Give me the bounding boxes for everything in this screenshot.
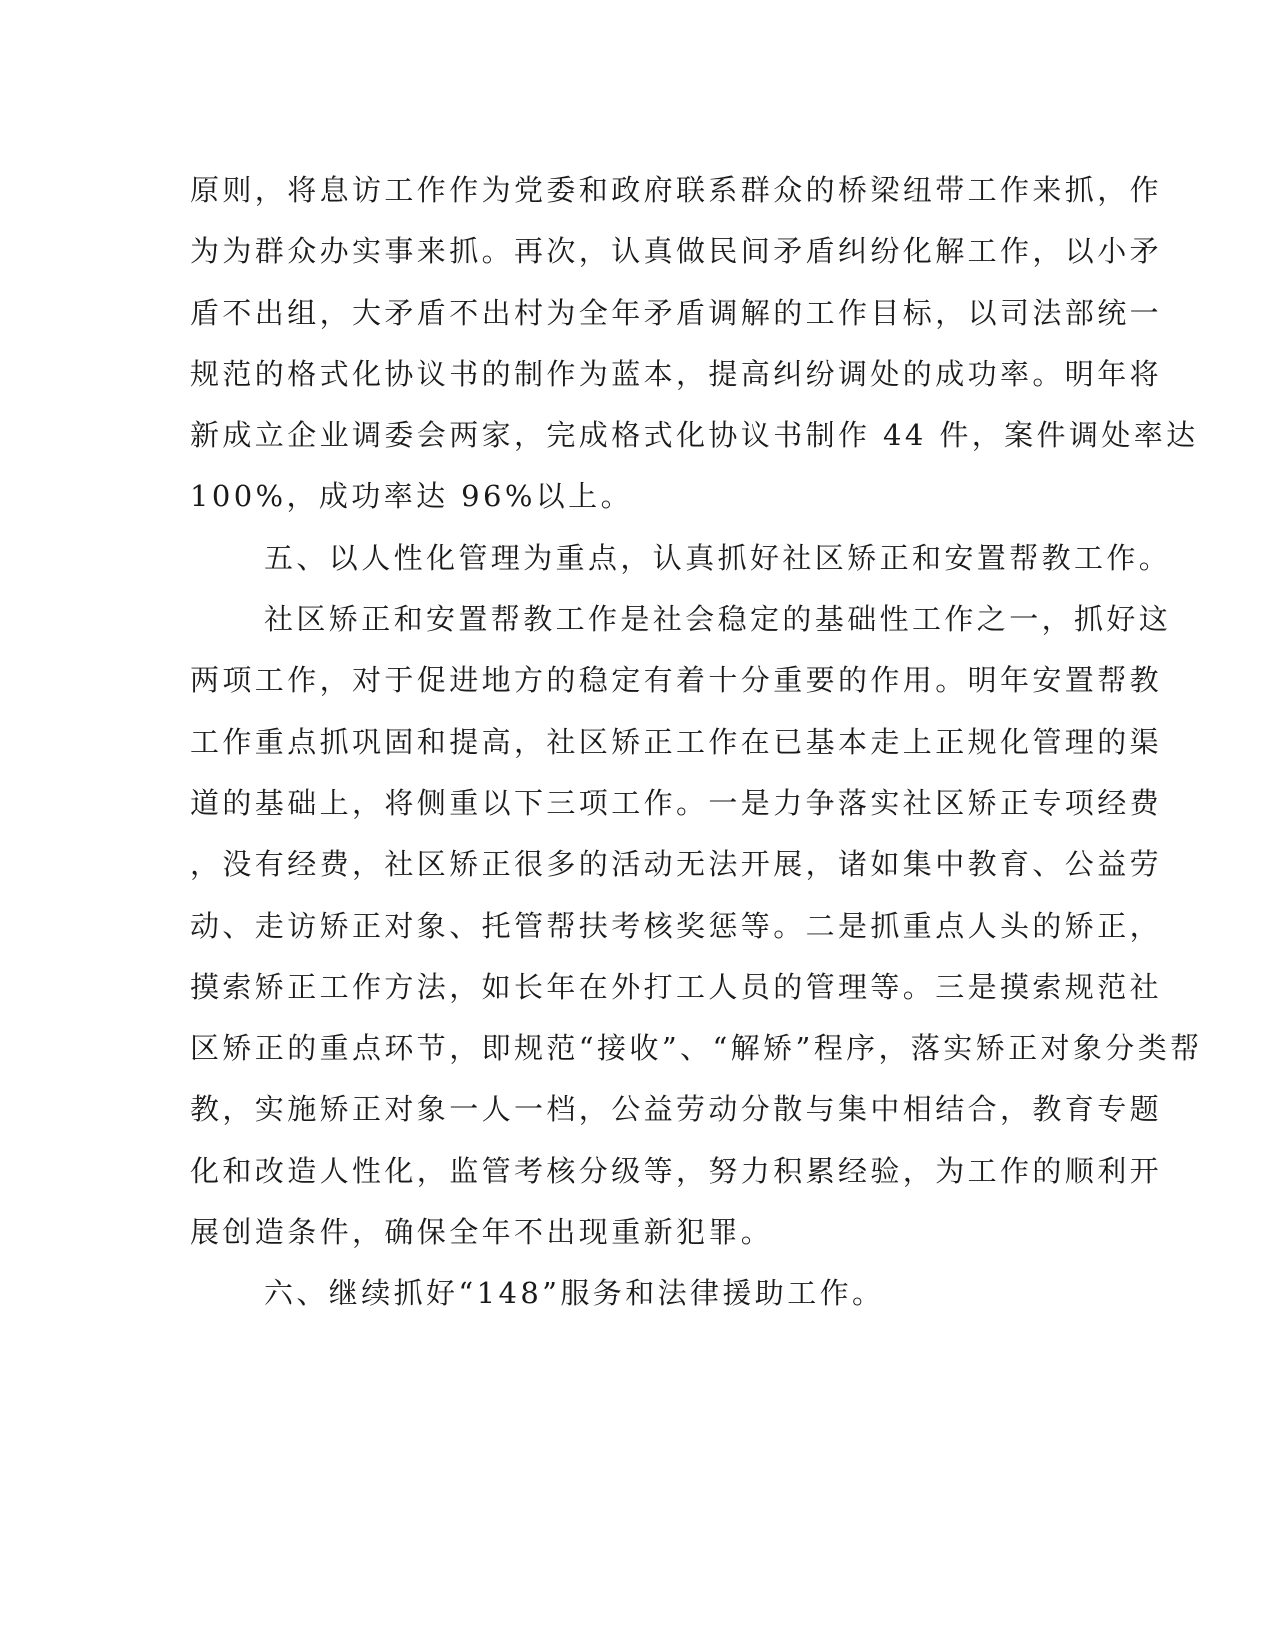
paragraph-line: 社区矫正和安置帮教工作是社会稳定的基础性工作之一，抓好这 [264, 602, 1172, 637]
paragraph-line: 为为群众办实事来抓。再次，认真做民间矛盾纠纷化解工作，以小矛 [190, 234, 1163, 269]
paragraph-line: 盾不出组，大矛盾不出村为全年矛盾调解的工作目标，以司法部统一 [190, 295, 1163, 330]
paragraph-line: 新成立企业调委会两家，完成格式化协议书制作 44 件，案件调处率达 [190, 418, 1199, 453]
paragraph-line: 两项工作，对于促进地方的稳定有着十分重要的作用。明年安置帮教 [190, 663, 1163, 698]
paragraph-line: 化和改造人性化，监管考核分级等，努力积累经验，为工作的顺利开 [190, 1153, 1163, 1188]
paragraph-line: 100%，成功率达 96%以上。 [190, 479, 633, 514]
paragraph-line: 教，实施矫正对象一人一档，公益劳动分散与集中相结合，教育专题 [190, 1092, 1163, 1127]
paragraph-line: 摸索矫正工作方法，如长年在外打工人员的管理等。三是摸索规范社 [190, 969, 1163, 1004]
paragraph-line: 原则，将息访工作作为党委和政府联系群众的桥梁纽带工作来抓，作 [190, 173, 1163, 207]
paragraph-line: 规范的格式化协议书的制作为蓝本，提高纠纷调处的成功率。明年将 [190, 356, 1163, 391]
paragraph-line: 区矫正的重点环节，即规范“接收”、“解矫”程序，落实矫正对象分类帮 [190, 1031, 1203, 1066]
paragraph-line: 道的基础上，将侧重以下三项工作。一是力争落实社区矫正专项经费 [190, 785, 1163, 820]
section-heading: 六、继续抓好“148”服务和法律援助工作。 [264, 1276, 885, 1311]
document-body [190, 160, 1203, 1325]
paragraph-line: ，没有经费，社区矫正很多的活动无法开展，诸如集中教育、公益劳 [190, 847, 1163, 882]
paragraph-line: 动、走访矫正对象、托管帮扶考核奖惩等。二是抓重点人头的矫正， [190, 908, 1163, 943]
paragraph-line: 展创造条件，确保全年不出现重新犯罪。 [190, 1215, 774, 1250]
paragraph-line: 工作重点抓巩固和提高，社区矫正工作在已基本走上正规化管理的渠 [190, 724, 1163, 759]
section-heading: 五、以人性化管理为重点，认真抓好社区矫正和安置帮教工作。 [264, 540, 1172, 575]
